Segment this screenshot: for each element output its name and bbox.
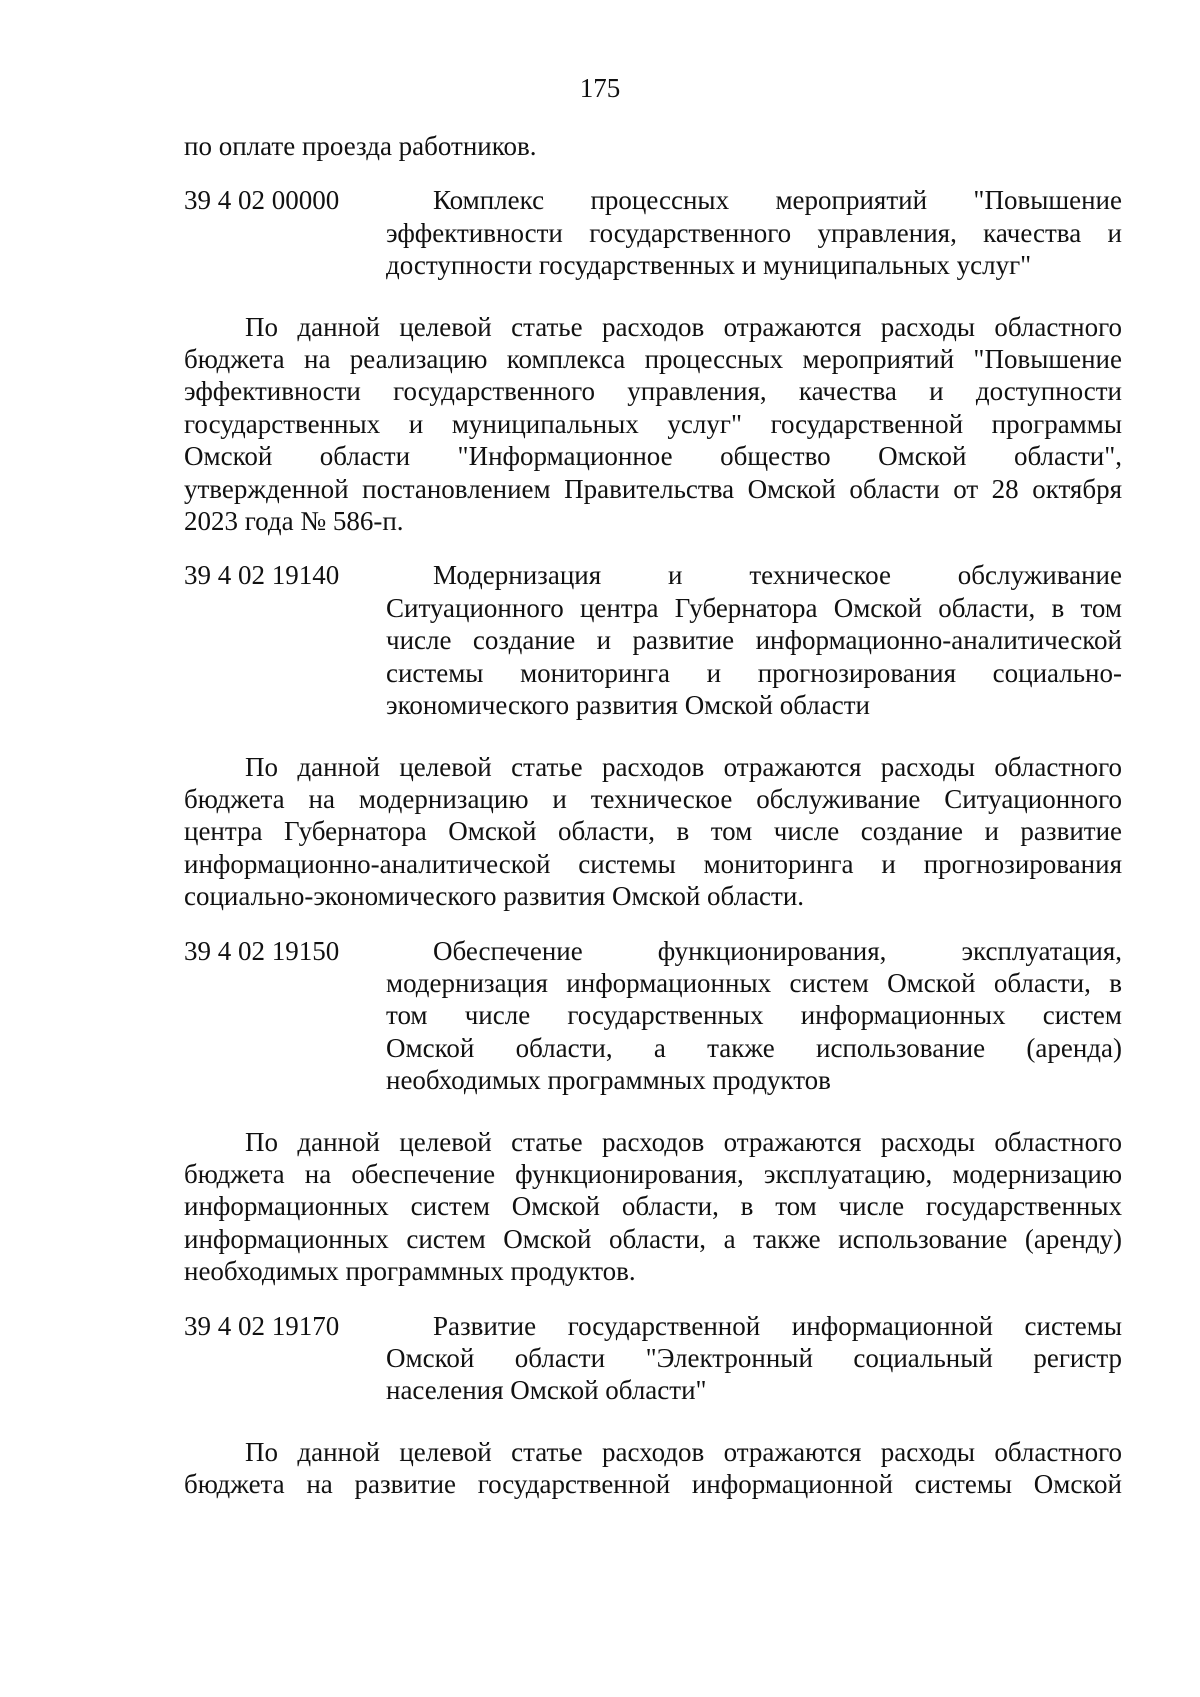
text-line: По данной целевой статье расходов отражаются расходы областного <box>245 311 1122 342</box>
budget-code: 39 4 02 19170 <box>184 1310 340 1341</box>
text-line: числе создание и развитие информационно-аналитической <box>386 625 1122 656</box>
text-line: системы мониторинга и прогнозирования социально- <box>386 657 1122 688</box>
text-line: утвержденной постановлением Правительства Омской области от 28 октября <box>184 473 1122 504</box>
text-line: эффективности государственного управления, качества и <box>386 217 1122 248</box>
text-line: модернизация информационных систем Омской области, в <box>386 967 1122 998</box>
budget-code-title <box>386 559 1122 721</box>
text-line: По данной целевой статье расходов отражаются расходы областного <box>245 1126 1122 1157</box>
budget-code: 39 4 02 19140 <box>184 560 340 591</box>
text-line: Омской области, а также использование (аренда) <box>386 1032 1122 1063</box>
budget-code-title <box>386 184 1122 281</box>
budget-code: 39 4 02 19150 <box>184 935 340 966</box>
budget-code-description <box>184 1436 1122 1501</box>
text-line: По данной целевой статье расходов отражаются расходы областного <box>245 751 1122 782</box>
page-content <box>184 130 1122 1501</box>
text-line: Омской области "Информационное общество Омской области", <box>184 441 1122 472</box>
text-line: Омской области "Электронный социальный регистр <box>386 1343 1122 1373</box>
budget-code-title <box>386 1310 1122 1407</box>
text-line: Модернизация и техническое обслуживание <box>433 560 1122 591</box>
text-line: населения Омской области" <box>386 1375 707 1406</box>
text-line: 2023 года № 586-п. <box>184 506 404 537</box>
text-line: информационных систем Омской области, в том числе государственных <box>184 1191 1122 1222</box>
budget-code-description <box>184 751 1122 913</box>
text-line: по оплате проезда работников. <box>184 131 537 161</box>
text-line: информационно-аналитической системы мониторинга и прогнозирования <box>184 848 1122 879</box>
budget-code: 39 4 02 00000 <box>184 185 340 216</box>
text-line: Развитие государственной информационной системы <box>433 1310 1122 1341</box>
text-line: социально-экономического развития Омской области. <box>184 881 805 912</box>
budget-code-entry <box>184 184 1122 281</box>
text-line: бюджета на развитие государственной информационной системы Омской <box>184 1469 1122 1500</box>
budget-code-description <box>184 1126 1122 1288</box>
intro-text <box>184 130 1122 162</box>
text-line: бюджета на модернизацию и техническое обслуживание Ситуационного <box>184 783 1122 814</box>
budget-code-entry <box>184 559 1122 721</box>
budget-code-entry <box>184 1310 1122 1407</box>
text-line: необходимых программных продуктов <box>386 1065 831 1096</box>
text-line: бюджета на реализацию комплекса процессных мероприятий "Повышение <box>184 344 1122 375</box>
budget-code-title <box>386 935 1122 1097</box>
text-line: бюджета на обеспечение функционирования, эксплуатацию, модернизацию <box>184 1158 1122 1189</box>
text-line: Ситуационного центра Губернатора Омской области, в том <box>386 592 1122 623</box>
text-line: доступности государственных и муниципальных услуг" <box>386 250 1032 281</box>
text-line: Комплекс процессных мероприятий "Повышение <box>433 185 1122 216</box>
page-number: 175 <box>579 73 621 103</box>
text-line: центра Губернатора Омской области, в том числе создание и развитие <box>184 816 1122 847</box>
text-line: экономического развития Омской области <box>386 690 870 721</box>
text-line: государственных и муниципальных услуг" государственной программы <box>184 408 1122 439</box>
budget-code-description <box>184 311 1122 538</box>
text-line: эффективности государственного управления, качества и доступности <box>184 376 1122 407</box>
text-line: необходимых программных продуктов. <box>184 1256 636 1287</box>
text-line: Обеспечение функционирования, эксплуатация, <box>433 935 1122 966</box>
text-line: том числе государственных информационных систем <box>386 1000 1122 1031</box>
text-line: По данной целевой статье расходов отражаются расходы областного <box>245 1436 1122 1467</box>
text-line: информационных систем Омской области, а также использование (аренду) <box>184 1223 1122 1254</box>
budget-code-entry <box>184 935 1122 1097</box>
